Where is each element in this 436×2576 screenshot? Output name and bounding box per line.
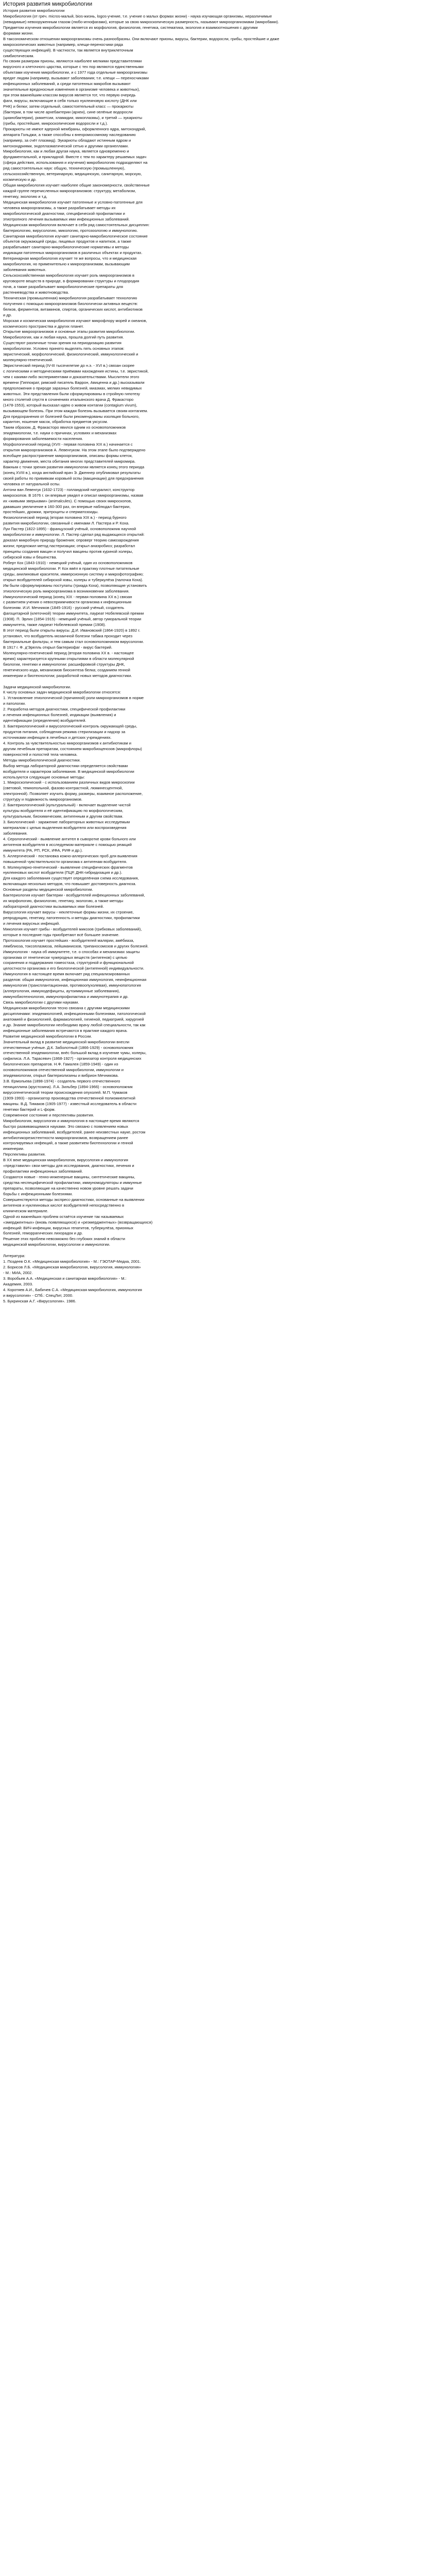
text-line: Техническая (промышленная) микробиология разрабатывает технологию (3, 295, 137, 300)
text-line: 4. Серологический - выявление антител в сыворотке крови больного или (3, 836, 136, 841)
text-line: своей работы по прививкам коровьей оспы (вакцинации) для предохранения (3, 476, 144, 481)
text-line: бактериальные фильтры, и тем самым стал основоположником вирусологии. (3, 639, 144, 644)
text-line: фундаментальной, и прикладной. Вместе с тем по характеру решаемых задач (3, 155, 147, 160)
text-line: В ХХ веке медицинская микробиология, вирусология и иммунология (3, 1158, 128, 1163)
text-line: (бактерии, в том числе архебактерии (археи), сине-зелёные водоросли (3, 109, 133, 114)
text-line: дававших увеличение в 160-300 раз, он впервые наблюдал бактерии, (3, 504, 131, 509)
text-line: отечественной эпидемиологии, внёс большой вклад в изучение чумы, холеры, (3, 1050, 147, 1056)
text-line: Открытие микроорганизмов и основные этапы развития микробиологии. (3, 329, 135, 334)
page-title: История развития микробиологии (3, 1, 93, 7)
text-line: быстро развивающимися науками. Это связано с появлением новых (3, 1124, 128, 1129)
text-line: формами жизни. (3, 30, 34, 36)
text-line: разделов: общая иммунология, инфекционная иммунология, неинфекционная (3, 977, 147, 982)
text-line: основоположников отечественной микробиологии, иммунологии и (3, 1067, 124, 1073)
text-line: простейших, дрожжи, эритроциты и сперматозоиды. (3, 510, 99, 515)
text-line: продуктов питания, соблюдения режима стерилизации и надзор за (3, 730, 126, 734)
text-line: доказал микробную природу брожения; опроверг теорию самозарождения (3, 538, 139, 543)
text-line: и др. (3, 312, 12, 317)
text-line: Роберт Кох (1843-1910) - немецкий учёный, один из основоположников (3, 560, 133, 565)
text-line: медицинской микробиологии. Р. Кох ввёл в практику плотные питательные (3, 566, 139, 571)
text-line: (1909-1993) - организатор производства отечественной полиомиелитной (3, 1095, 135, 1100)
text-line: много столетий спустя в сочинениях итальянского врача Д. Фракасторо (3, 397, 134, 402)
text-line: генетики бактерий и L-форм. (3, 1107, 56, 1112)
text-line: материалом с целью выделения возбудителя или воспроизведения (3, 825, 127, 830)
text-line: бактериологию, вирусологию, микологию, протозоологию и иммунологию. (3, 228, 138, 233)
text-line: В этот период были открыты вирусы. Д.И. Ивановский (1864-1920) в 1892 г. (3, 628, 141, 633)
text-line: открытия микроорганизмов А. Левенгуком. На этом этапе было подтверждено (3, 448, 146, 453)
text-line: (1478-1553), который высказал идею о живом контагии (contagium vivum), (3, 402, 137, 408)
text-line: человека от натуральной оспы. (3, 481, 61, 486)
text-line: 2. Бактериологический (культуральный) - включает выделение чистой (3, 803, 131, 808)
text-line: В 1917 г. Ф. д'Эрелль открыл бактериофаг - вирус бактерий. (3, 645, 113, 650)
text-line: микроскопических животных (например, клещи-переносчики ряда (3, 42, 123, 47)
text-line: инфекционных заболеваний, возбудителей, ранее неизвестных науке, ростом (3, 1129, 146, 1134)
text-line: Литература: (3, 1253, 25, 1259)
text-line: Микробиология, вирусология и иммунология в настоящее время являются (3, 1118, 139, 1123)
text-line: антигенов возбудителя в исследуемом материале с помощью реакций (3, 842, 132, 847)
text-line: Развитие медицинской микробиологии в России. (3, 1033, 92, 1039)
text-line: инфекционные заболевания встречаются в практике каждого врача. (3, 1028, 128, 1033)
text-line: средства неспецифической профилактики, иммуномодуляторы и иммунные (3, 1180, 142, 1185)
text-line: биологии, генетики и иммунологии: расшифровкой структуры ДНК, (3, 662, 125, 667)
text-line: клиническом материале. (3, 1208, 48, 1213)
text-line: чем с какими-либо экспериментами и доказательствами. Мыслители этого (3, 374, 139, 379)
text-line: культуральным, биохимическим, антигенным и другим свойствам. (3, 814, 124, 819)
text-line: этиологическую роль микроорганизма в возникновении заболевания. (3, 588, 130, 594)
text-line: время) характеризуется крупными открытиями в области молекулярной (3, 656, 134, 661)
text-line: и лечения инфекционных болезней, индикации (выявления) и (3, 713, 116, 718)
text-line: целостности организма и его биологической (антигенной) индивидуальности. (3, 966, 145, 971)
text-line: Создаются новые - генно-инженерные вакцины, синтетические вакцины, (3, 1175, 135, 1180)
text-line: 5. Букринская А.Г. «Вирусология». 1986. (3, 1298, 76, 1303)
text-line: Морфологический период (XVII - первая половина XIX в.) начинается с (3, 442, 133, 447)
text-line: Существуют различные точки зрения на периодизацию развития (3, 341, 121, 346)
text-line: пенициллина (крустозина). Л.А. Зильбер (1894-1966) - основоположник (3, 1084, 133, 1090)
text-line: Для предохранения от болезней были рекомендованы изоляция больного, (3, 414, 139, 419)
text-line: генетического кода, механизмов биосинтеза белка; созданием генной (3, 667, 130, 672)
text-line: космическую и др. (3, 177, 37, 182)
text-line: микробиологической диагностики, специфической профилактики и (3, 211, 125, 216)
text-line: молекулярно-генетический. (3, 358, 54, 363)
text-line: ряд самостоятельных наук: общую, техническую (промышленную), (3, 166, 126, 171)
text-line: инфекционных заболеваний, а среди патогенных микробов вызывают (3, 81, 131, 87)
text-line: существующих инфекций). В частности, так является внутриклеточным (3, 47, 133, 53)
text-line: Иммунология - наука об иммунитете, т.е. о способах и механизмах защиты (3, 949, 140, 954)
text-line: Медицинская микробиология изучает патогенные и условно-патогенные для (3, 199, 143, 205)
text-line: Микробиология (от греч. micros-малый, bios-жизнь, logos-учение, т.е. учение о малых формах жизни) - наука изучающая организмы, неразличимые (3, 13, 272, 19)
text-line: их «живыми зверьками» (animalcules). С помощью своих микроскопов, (3, 498, 132, 503)
text-line: с логическими и методическими приёмами нахождения истины, т.е. эвристикой, (3, 369, 149, 374)
text-line: культуры возбудителя и её идентификацию по морфологическим, (3, 808, 124, 814)
text-line: (аллергология, иммунодефициты, аутоиммунные заболевания), (3, 989, 120, 994)
text-line: с развитием учения о невосприимчивости организма к инфекционным (3, 600, 131, 605)
text-line: Предметом изучения микробиологии является их морфология, физиология, генетика, систематика, экология и взаимоотношения с другими (3, 25, 258, 30)
blank-line (3, 679, 432, 685)
text-line: которые в последние годы приобретают всё большее значение. (3, 932, 119, 937)
text-line: структуру и подвижность микроорганизмов. (3, 797, 83, 802)
text-line: заболевания. (3, 831, 28, 836)
text-line: заболевания животных. (3, 267, 46, 273)
text-line: 2. Борисов Л.Б. «Медицинская микробиология, вирусология, иммунология» (3, 1265, 141, 1270)
text-line: другим лечебным препаратам, состоянием микробиоценозов (микрофлоры) (3, 746, 142, 751)
text-line: времени (Гиппократ, римский писатель Варрон, Авиценна и др.) высказывали (3, 380, 145, 385)
blank-line (3, 1248, 432, 1253)
text-line: В таксономическом отношении микроорганизмы очень разнообразны. Они включают прионы, вирусы, бактерии, водоросли, грибы, простейшие и даже (3, 36, 280, 41)
text-line: Одной из важнейших проблем остаётся изучение так называемых (3, 1214, 124, 1219)
text-line: лямблиоза, токсоплазмоза, лейшманиозов, трипаносомозов и других болезней. (3, 943, 149, 948)
text-line: инженерии. (3, 1146, 24, 1151)
text-line: эпидемиологии, открыл бактериолизины и вибрион Мечникова. (3, 1073, 119, 1078)
text-line: лабораторной диагностики вызываемых ими болезней. (3, 904, 104, 909)
text-line: препараты, позволяющие на качественно новом уровне решать задачи (3, 1185, 133, 1191)
text-line: Прокариоты не имеют ядерной мембраны, оформленного ядра, митохондрий, (3, 126, 146, 131)
text-line: сохранения и поддержания гомеостаза, структурной и функциональной (3, 960, 134, 965)
text-line: Им были сформулированы постулаты (триада Коха), позволяющие установить (3, 583, 147, 588)
text-line: (грибы, простейшие, микроскопические водоросли и т.д.). (3, 121, 108, 126)
text-line: получения с помощью микроорганизмов биологически активных веществ: (3, 301, 138, 306)
text-line: Эвристический период (IV-III тысячелетие до н.э. - XVI в.) связан скорее (3, 363, 135, 368)
text-line: сифилиса. Л.А. Тарасевич (1868-1927) - организатор контроля медицинских (3, 1056, 142, 1061)
text-line: микробиологии. Условно принято выделять пять основных этапов: (3, 346, 125, 351)
text-line: Сельскохозяйственная микробиология изучает роль микроорганизмов в (3, 273, 134, 278)
text-line: Важным с точки зрения развития иммунологии является конец этого периода (3, 464, 145, 469)
text-line: «представили» свои методы для исследования, диагностики, лечения и (3, 1163, 134, 1168)
text-line: медицинской микробиологии, вирусологии и иммунологии. (3, 1242, 111, 1247)
text-line: Микология изучает грибы - возбудителей микозов (грибковых заболеваний), (3, 926, 142, 931)
text-line: этиотропного лечения вызываемых ими инфекционных заболеваний. (3, 216, 130, 222)
text-line: почв, а также разрабатывает микробиологические препараты для (3, 284, 123, 289)
text-line: Микробиология, как и любая наука, прошла долгий путь развития. (3, 335, 124, 340)
text-line: развития микробиологии, связанный с именами Л. Пастера и Р. Коха. (3, 521, 130, 526)
text-line: и др. Знание микробиологии необходимо врачу любой специальности, так как (3, 1022, 146, 1027)
text-line: Совершенствуются методы экспресс-диагностики, основанные на выявлении (3, 1197, 145, 1202)
text-line: жизни; предложил метод пастеризации; открыл анаэробиоз; разработал (3, 544, 135, 549)
text-line: и патологии. (3, 701, 26, 706)
text-line: Луи Пастер (1822-1895) - французский учёный, основоположник научной (3, 527, 136, 532)
text-line: антигенов и нуклеиновых кислот возбудителей непосредственно в (3, 1202, 125, 1208)
text-line: человека микроорганизмы, а также разрабатывает методы их (3, 205, 116, 210)
text-line: Морская и космическая микробиология изучают микрофлору морей и океанов, (3, 318, 147, 323)
text-line: эпидемиологии, т.е. науки о причинах, условиях и механизмах (3, 431, 117, 436)
text-line: инженерии и биотехнологии; разработкой новых методов диагностики. (3, 673, 132, 678)
text-line: идентификации (определения) возбудителей. (3, 718, 86, 723)
text-line: их морфологию, физиологию, генетику, экологию, а также методы (3, 899, 124, 904)
text-line: Микробиология, как и любая другая наука, является одновременно и (3, 149, 129, 154)
text-line: Вирусология изучает вирусы - неклеточные формы жизни, их строение, (3, 910, 134, 914)
text-line: объектами изучения микробиологии, и с 1977 года отдельные микроорганизмы (3, 70, 148, 75)
text-line: микроскопов. В 1676 г. он впервые увидел и описал микроорганизмы, назвав (3, 493, 144, 498)
text-line: белков, ферментов, витаминов, спиртов, органических кислот, антибиотиков (3, 307, 143, 312)
text-line: репродукцию, генетику, патогенность и методы диагностики, профилактики (3, 915, 140, 920)
text-line: История развития микробиологии (3, 8, 65, 13)
text-line: микробиология, но применительно к микроорганизмам, вызывающим (3, 262, 130, 267)
text-line: 6. Молекулярно-генетический - выявление специфических фрагментов (3, 865, 133, 870)
text-line: Для каждого заболевания существует определённая схема исследования, (3, 876, 139, 881)
text-line: каждой группе перечисленных микроорганизмов: структуру, метаболизм, (3, 189, 136, 193)
text-line: «эмерджентных» (вновь появляющихся) и «реэмерджентных» (возвращающихся) (3, 1219, 153, 1225)
text-line: Связь микробиологии с другими науками. (3, 1000, 79, 1005)
text-line: Медицинская микробиология включает в себя ряд самостоятельных дисциплин: (3, 222, 150, 227)
text-line: значительные вредоносные изменения в организме человека и животных), (3, 87, 140, 92)
text-line: (например, за счёт плазмид). Эукариоты обладают истинным ядром и (3, 138, 131, 143)
text-line: (1908). П. Эрлих (1854-1915) - немецкий учёный, автор гуморальной теории (3, 617, 142, 622)
text-line: Академия, 2003. (3, 1281, 33, 1286)
text-line: сельскохозяйственную, ветеринарную, медицинскую, санитарную, морскую, (3, 172, 142, 177)
text-line: Общая микробиология изучает наиболее общие закономерности, свойственные (3, 183, 150, 188)
text-line: вакцины. В.Д. Тимаков (1905-1977) - известный исследователь в области (3, 1101, 136, 1106)
text-line: 2. Разработка методов диагностики, специфической профилактики (3, 707, 126, 712)
text-line: Методы микробиологической диагностики. (3, 757, 81, 762)
text-line: По своим размерам прионы, являются наиболее мелкими представителями (3, 59, 142, 64)
text-line: источниками инфекции в лечебных и детских учреждениях. (3, 735, 112, 740)
text-line: симбиотическим. (3, 53, 34, 58)
text-line: (невидимые) невооруженным глазом (любо-игнофагами), которые за свою микроскопическую размерность, называют микроорганизмами (микробами). (3, 19, 279, 24)
text-line: растениеводства и животноводства. (3, 290, 69, 295)
text-line: иммунитета (РА, РП, РСК, ИФА, РИФ и др.). (3, 848, 83, 853)
text-line: контролируемых инфекций, а также развитием биотехнологии и генной (3, 1141, 133, 1146)
text-line: Молекулярно-генетический период (вторая половина XX в. - настоящее (3, 650, 134, 655)
text-line: нуклеиновых кислот возбудителя (ПЦР, ДНК-гибридизация и др.). (3, 870, 123, 875)
text-line: иммунобиотехнология, иммунопрофилактика и иммунотерапия и др. (3, 994, 129, 999)
text-line: и лечения вирусных инфекций. (3, 921, 60, 926)
text-line: Ветеринарная микробиология изучает те же вопросы, что и медицинская (3, 256, 137, 261)
text-line: формирования заболеваемости населения. (3, 436, 83, 442)
text-line: болезням. И.И. Мечников (1845-1916) - русский учёный, создатель (3, 605, 125, 611)
text-line: включающая несколько методов, что повышает достоверность диагноза. (3, 882, 136, 887)
text-line: повышенной чувствительности организма к антигенам возбудителя. (3, 859, 127, 864)
text-line: при этом важнейшим классом вирусов является тот, что первую очередь (3, 93, 136, 98)
text-line: характер движения, места обитания многих представителей микромира. (3, 459, 136, 464)
text-line: Таким образом, Д. Фракасторо явился одним из основоположников (3, 425, 126, 430)
text-line: предположения о природе заразных болезней, миазмах, мелких невидимых (3, 385, 142, 391)
text-line: вредят людям (например, вызывают заболевания; т.е. клещи — переносчиками (3, 76, 149, 81)
text-line: вирусного и клеточного царства, которые с тех пор являются единственными (3, 64, 144, 70)
text-line: Основные разделы медицинской микробиологии. (3, 887, 93, 892)
text-line: генетику, экологию и т.д. (3, 194, 47, 199)
text-line: установил, что возбудитель мозаичной болезни табака проходит через (3, 634, 133, 639)
text-line: фаги, вирусы, включающие в себя только нуклеиновую кислоту (ДНК или (3, 98, 137, 103)
document-page (0, 1, 436, 1308)
text-line: РНК) и белки; затем отдельный, самостоятельный класс — прокариоты (3, 104, 134, 109)
text-line: болезней, геморрагических лихорадок и др. (3, 1231, 83, 1236)
text-line: микробиологии и иммунологии. Л. Пастер сделал ряд выдающихся открытий: (3, 532, 145, 537)
text-line: открыл возбудителей сибирской язвы, холеры и туберкулёза (палочка Коха). (3, 577, 143, 582)
text-line: Задачи медицинской микробиологии. (3, 684, 72, 689)
text-line: фагоцитарной (клеточной) теории иммунитета, лауреат Нобелевской премии (3, 611, 144, 616)
text-line: 1. Установление этиологической (причинной) роли микроорганизмов в норме (3, 696, 144, 701)
text-line: биологических препаратов. Н.Ф. Гамалея (1859-1949) - один из (3, 1062, 118, 1067)
text-line: анатомией и физиологией, фармакологией, гигиеной, педиатрией, хирургией (3, 1016, 144, 1022)
text-line: Бактериология изучает бактерии - возбудителей инфекционных заболеваний, (3, 893, 145, 898)
document-body (3, 8, 432, 1304)
text-line: возбудителя и характером заболевания. В медицинской микробиологии (3, 769, 134, 774)
text-line: Перспективы развития. (3, 1152, 46, 1157)
text-line: (цианобактерии), риккетсии, хламидии, микоплазмы), и третий — эукариоты (3, 115, 143, 120)
text-line: З.В. Ермольева (1898-1974) - создатель первого отечественного (3, 1079, 120, 1084)
text-line: инфекций: ВИЧ-инфекции, вирусных гепатитов, туберкулёза, прионных (3, 1225, 133, 1230)
text-line: вызывающем болезнь. При этом каждая болезнь вызывается своим контагием. (3, 408, 148, 413)
text-line: среды, анилиновые красители, иммерсионную систему и микрофотографию; (3, 571, 144, 577)
text-line: (световой, темнопольной, фазово-контрастной, люминесцентной, (3, 786, 123, 791)
text-line: дисциплинами: эпидемиологией, инфекционными болезнями, патологической (3, 1011, 146, 1016)
text-line: животных. Эти представления были сформулированы в стройную гипотезу (3, 391, 140, 396)
text-line: вирусогенетической теории происхождения опухолей. М.П. Чумаков (3, 1090, 128, 1095)
text-line: разрабатывает санитарно-микробиологические нормативы и методы (3, 245, 129, 250)
text-line: Антони ван Левенгук (1632-1723) - голландский натуралист, конструктор (3, 487, 135, 492)
text-line: 3. Воробьев А.А. «Медицинская и санитарная микробиология» - М.: (3, 1276, 127, 1281)
text-line: Санитарная микробиология изучает санитарно-микробиологическое состояние (3, 233, 148, 239)
text-line: эвристический, морфологический, физиологический, иммунологический и (3, 352, 138, 357)
text-line: иммунология (трансплантационная, противоопухолевая), иммунопатология (3, 983, 141, 988)
text-line: используются следующие основные методы: (3, 774, 85, 779)
text-line: электронной). Позволяет изучить форму, размеры, взаимное расположение, (3, 791, 143, 796)
text-line: индикации патогенных микроорганизмов в различных объектах и продуктах. (3, 250, 143, 256)
text-line: карантин, ношение масок, обработка предметов уксусом. (3, 419, 108, 425)
text-line: и вирусология» - СПб.: СпецЛит, 2000. (3, 1293, 74, 1298)
text-line: поверхностей и полостей тела человека. (3, 752, 78, 757)
text-line: круговороте веществ в природе, в формировании структуры и плодородия (3, 279, 139, 283)
text-line: Физиологический период (вторая половина XIX в.) - период бурного (3, 515, 127, 520)
text-line: Медицинская микробиология тесно связана с другими медицинскими (3, 1005, 130, 1010)
text-line: отечественные учёные. Д.К. Заболотный (1866-1929) - основоположник (3, 1045, 133, 1050)
text-line: Протозоология изучает простейших - возбудителей малярии, амёбиаза, (3, 938, 134, 943)
text-line: митохондриями, эндоплазматической сетью и другими органеллами. (3, 143, 129, 148)
text-line: (сфера действия, использования и изучения) микробиологию подразделяют на (3, 160, 148, 165)
text-line: Иммунология в настоящее время включает ряд специализированных (3, 972, 130, 977)
text-line: Современное состояние и перспективы развития. (3, 1112, 94, 1117)
text-line: Решение этих проблем невозможно без глубоких знаний в области (3, 1236, 125, 1242)
text-line: 3. Биологический - заражение лабораторных животных исследуемым (3, 820, 130, 824)
text-line: объектов окружающей среды, пищевых продуктов и напитков, а также (3, 239, 131, 244)
text-line: иммунитета, также лауреат Нобелевской премии (1908). (3, 622, 106, 628)
text-line: - М.: МИА, 2002. (3, 1270, 33, 1275)
text-line: принципы создания вакцин и получил вакцины против куриной холеры, (3, 549, 133, 554)
text-line: всеобщее распространение микроорганизмов, описаны формы клеток, (3, 453, 133, 459)
text-line: Значительный вклад в развитие медицинской микробиологии внесли (3, 1039, 130, 1044)
text-line: 5. Аллергический - постановка кожно-аллергических проб для выявления (3, 853, 137, 858)
text-line: К числу основных задач медицинской микробиологии относятся: (3, 690, 121, 695)
text-line: 1. Микроскопический - с использованием различных видов микроскопии (3, 780, 135, 785)
text-line: 1. Поздеев О.К. «Медицинская микробиология» - М.: ГЭОТАР-Медиа, 2001. (3, 1259, 141, 1264)
text-line: (конец XVIII в.), когда английский врач Э. Дженнер опубликовал результаты (3, 470, 141, 475)
text-line: организма от генетически чужеродных веществ (антигенов) с целью (3, 955, 127, 960)
text-line: сибирской язвы и бешенства. (3, 554, 57, 560)
text-line: 4. Контроль за чувствительностью микроорганизмов к антибиотикам и (3, 740, 132, 745)
text-line: антибиотикорезистентности микроорганизмов, возвращением ранее (3, 1135, 128, 1140)
text-line: 4. Коротяев А.И., Бабичев С.А. «Медицинская микробиология, иммунология (3, 1287, 142, 1292)
text-line: профилактики инфекционных заболеваний. (3, 1169, 83, 1174)
text-line: космического пространства и других планет. (3, 324, 84, 329)
text-line: борьбы с инфекционными болезнями. (3, 1191, 73, 1196)
text-line: 3. Бактериологический и вирусологический контроль окружающей среды, (3, 724, 137, 729)
text-line: Выбор метода лабораторной диагностики определяется свойствами (3, 763, 128, 768)
text-line: аппарата Гольджи, а также способны к внехромосомному наследованию (3, 132, 136, 137)
text-line: Иммунологический период (конец XIX - первая половина XX в.) связан (3, 594, 132, 599)
